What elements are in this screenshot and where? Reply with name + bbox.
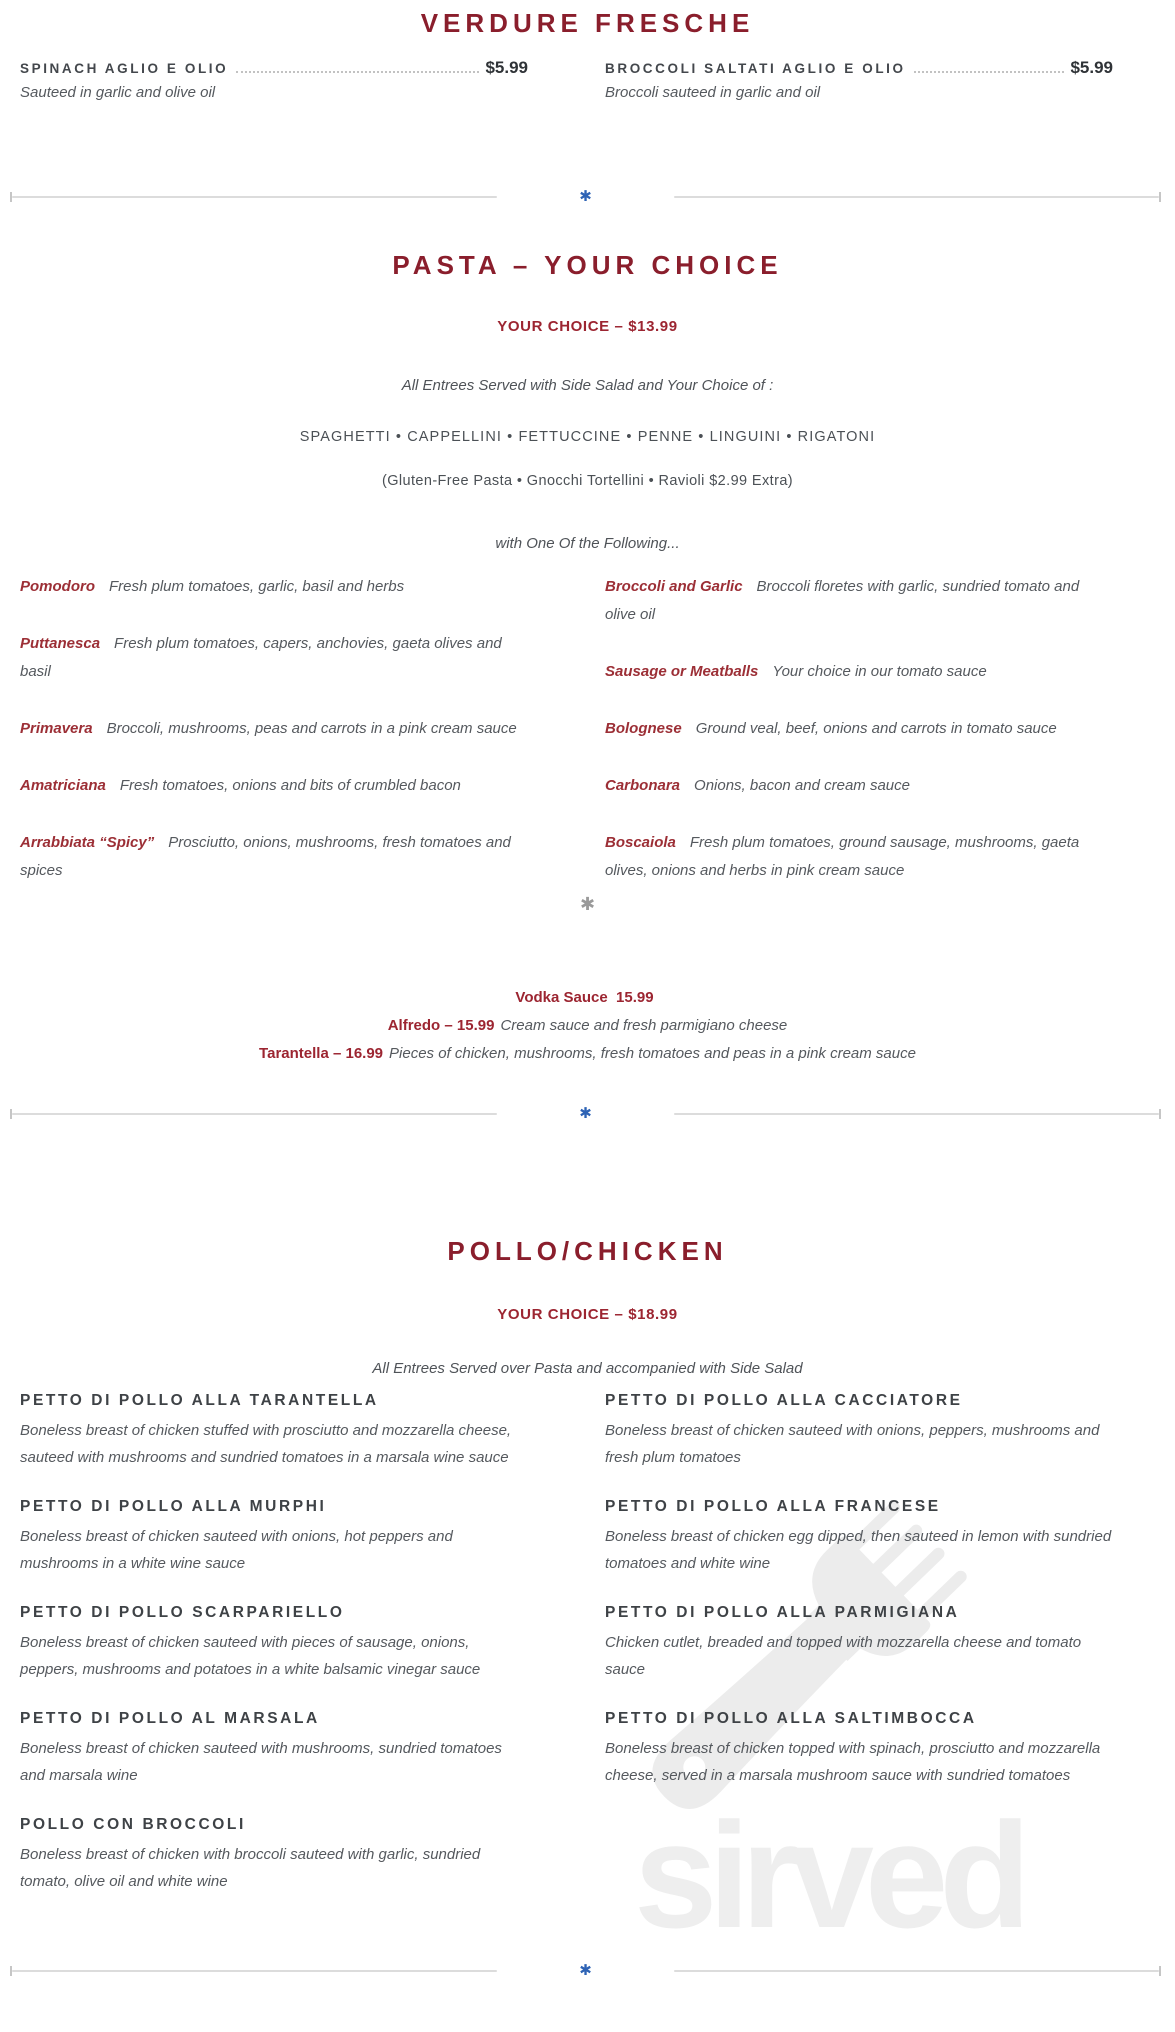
sauce-description: Broccoli floretes with garlic, sundried tomato and olive oil — [605, 578, 1080, 623]
chicken-item-name: POLLO CON BROCCOLI — [20, 1816, 246, 1833]
premium-sauces — [0, 984, 1175, 1068]
pasta-note-2: with One Of the Following... — [495, 535, 680, 552]
sauce-description: Fresh plum tomatoes, ground sausage, mushrooms, gaeta olives, onions and herbs in pink cream sauce — [605, 834, 1080, 879]
premium-sauce-label: Vodka Sauce 15.99 — [515, 989, 654, 1006]
pasta-note-1: All Entrees Served with Side Salad and Your Choice of : — [401, 377, 774, 394]
section-divider — [10, 188, 1161, 205]
chicken-item-description: Boneless breast of chicken egg dipped, then sauteed in lemon with sundried tomatoes and white wine — [605, 1528, 1112, 1572]
verdure-items — [20, 58, 1113, 101]
item-name: SPINACH AGLIO E OLIO — [20, 61, 229, 76]
chicken-item — [605, 1392, 1113, 1471]
premium-sauce-label: Tarantella – 16.99 — [259, 1045, 384, 1062]
asterisk-divider-icon: ✱ — [579, 1105, 592, 1122]
sauce-item — [20, 573, 528, 601]
asterisk-divider-icon: ✱ — [579, 188, 592, 205]
premium-sauce-item — [0, 984, 1175, 1012]
sauce-description: Your choice in our tomato sauce — [772, 663, 987, 680]
premium-sauce-item — [0, 1012, 1175, 1040]
section-title-pasta: PASTA – YOUR CHOICE — [392, 250, 783, 280]
sirved-watermark: sirved — [634, 1791, 1022, 1959]
premium-sauce-description: Pieces of chicken, mushrooms, fresh tomatoes and peas in a pink cream sauce — [389, 1045, 916, 1062]
chicken-item-description: Boneless breast of chicken sauteed with onions, peppers, mushrooms and fresh plum tomatoes — [605, 1422, 1100, 1466]
sauce-item — [605, 658, 1113, 686]
chicken-item-description: Boneless breast of chicken sauteed with mushrooms, sundried tomatoes and marsala wine — [20, 1740, 502, 1784]
chicken-item-description: Boneless breast of chicken sauteed with onions, hot peppers and mushrooms in a white wine sauce — [20, 1528, 453, 1572]
pasta-types-line: SPAGHETTI • CAPPELLINI • FETTUCCINE • PENNE • LINGUINI • RIGATONI — [299, 429, 876, 445]
chicken-item-name: PETTO DI POLLO ALLA TARANTELLA — [20, 1392, 379, 1409]
sauce-name: Carbonara — [605, 777, 681, 794]
section-divider — [10, 1105, 1161, 1122]
sauce-name: Amatriciana — [20, 777, 106, 794]
pasta-extra-note: (Gluten-Free Pasta • Gnocchi Tortellini • Ravioli $2.99 Extra) — [381, 473, 794, 489]
chicken-item-description: Boneless breast of chicken sauteed with pieces of sausage, onions, peppers, mushrooms and potatoes in a white balsamic vinegar sauce — [20, 1634, 481, 1678]
chicken-item — [20, 1710, 528, 1789]
section-title-pollo: POLLO/CHICKEN — [447, 1236, 728, 1266]
divider-line — [674, 1113, 1159, 1115]
premium-sauce-label: Alfredo – 15.99 — [387, 1017, 495, 1034]
chicken-item-name: PETTO DI POLLO ALLA PARMIGIANA — [605, 1604, 960, 1621]
sauce-name: Boscaiola — [605, 834, 676, 851]
chicken-item-name: PETTO DI POLLO ALLA SALTIMBOCCA — [605, 1710, 977, 1727]
chicken-item-name: PETTO DI POLLO SCARPARIELLO — [20, 1604, 345, 1621]
pollo-right-column — [605, 1392, 1113, 1922]
chicken-item — [20, 1816, 528, 1895]
sauce-name: Sausage or Meatballs — [605, 663, 759, 680]
divider-end-tick — [1159, 1109, 1161, 1119]
chicken-item — [605, 1498, 1113, 1577]
dotted-leader — [236, 71, 479, 73]
divider-line — [12, 1113, 497, 1115]
chicken-item-description: Chicken cutlet, breaded and topped with mozzarella cheese and tomato sauce — [605, 1634, 1082, 1678]
pasta-sauces — [20, 573, 1113, 914]
pollo-note: All Entrees Served over Pasta and accompanied with Side Salad — [372, 1360, 803, 1377]
premium-sauce-item — [0, 1040, 1175, 1068]
sauce-name: Pomodoro — [20, 578, 95, 595]
sauce-item — [605, 573, 1113, 629]
chicken-item — [605, 1604, 1113, 1683]
sauce-name: Puttanesca — [20, 635, 101, 652]
divider-line — [12, 196, 497, 198]
chicken-item-name: PETTO DI POLLO ALLA FRANCESE — [605, 1498, 941, 1515]
pasta-price-line: YOUR CHOICE – $13.99 — [497, 318, 678, 335]
chicken-item-name: PETTO DI POLLO ALLA MURPHI — [20, 1498, 327, 1515]
item-price: $5.99 — [485, 58, 528, 77]
item-name: BROCCOLI SALTATI AGLIO E OLIO — [605, 61, 906, 76]
asterisk-divider-icon: ✱ — [579, 1962, 592, 1979]
asterisk-icon: ✱ — [579, 894, 596, 914]
pollo-left-column — [20, 1392, 528, 1922]
chicken-item-description: Boneless breast of chicken with broccoli sauteed with garlic, sundried tomato, olive oil and white wine — [20, 1846, 481, 1890]
divider-line — [674, 196, 1159, 198]
sauce-description: Onions, bacon and cream sauce — [694, 777, 910, 794]
sauce-description: Ground veal, beef, onions and carrots in tomato sauce — [695, 720, 1057, 737]
sauce-item — [20, 772, 528, 800]
sauce-item — [605, 772, 1113, 800]
divider-line — [674, 1970, 1159, 1972]
chicken-item — [605, 1710, 1113, 1789]
premium-sauce-description: Cream sauce and fresh parmigiano cheese — [500, 1017, 788, 1034]
menu-item-broccoli — [605, 58, 1113, 101]
sauce-description: Fresh plum tomatoes, capers, anchovies, gaeta olives and basil — [20, 635, 502, 680]
item-price: $5.99 — [1070, 58, 1113, 77]
sauce-description: Fresh tomatoes, onions and bits of crumbled bacon — [119, 777, 461, 794]
sauce-name: Primavera — [20, 720, 93, 737]
sauce-name: Arrabbiata “Spicy” — [20, 834, 155, 851]
section-title-verdure: VERDURE FRESCHE — [420, 8, 755, 38]
pollo-items — [20, 1392, 1113, 1922]
chicken-item-name: PETTO DI POLLO ALLA CACCIATORE — [605, 1392, 963, 1409]
sauce-description: Prosciutto, onions, mushrooms, fresh tomatoes and spices — [20, 834, 511, 879]
sauce-name: Bolognese — [605, 720, 682, 737]
chicken-item-name: PETTO DI POLLO AL MARSALA — [20, 1710, 320, 1727]
section-divider — [10, 1962, 1161, 1979]
sauce-item — [20, 630, 528, 686]
dotted-leader — [914, 71, 1065, 73]
chicken-item — [20, 1604, 528, 1683]
sauces-right-column — [605, 573, 1113, 914]
item-description: Broccoli sauteed in garlic and oil — [605, 84, 821, 101]
pollo-price-line: YOUR CHOICE – $18.99 — [497, 1306, 678, 1323]
chicken-item-description: Boneless breast of chicken topped with spinach, prosciutto and mozzarella cheese, served in a marsala mushroom sauce with sundried tomatoes — [605, 1740, 1101, 1784]
item-description: Sauteed in garlic and olive oil — [20, 84, 216, 101]
divider-end-tick — [1159, 1966, 1161, 1976]
sauce-name: Broccoli and Garlic — [605, 578, 743, 595]
sauce-item — [605, 829, 1113, 885]
sauce-description: Fresh plum tomatoes, garlic, basil and herbs — [109, 578, 405, 595]
menu-item-spinach — [20, 58, 528, 101]
sauce-item — [20, 829, 528, 885]
chicken-item — [20, 1498, 528, 1577]
chicken-item-description: Boneless breast of chicken stuffed with prosciutto and mozzarella cheese, sauteed with mushrooms and sundried tomatoes in a marsala wine sauce — [20, 1422, 512, 1466]
divider-end-tick — [1159, 192, 1161, 202]
sauce-item — [20, 715, 528, 743]
chicken-item — [20, 1392, 528, 1471]
sauce-item — [605, 715, 1113, 743]
divider-line — [12, 1970, 497, 1972]
sauces-left-column — [20, 573, 528, 914]
sauce-description: Broccoli, mushrooms, peas and carrots in a pink cream sauce — [106, 720, 517, 737]
